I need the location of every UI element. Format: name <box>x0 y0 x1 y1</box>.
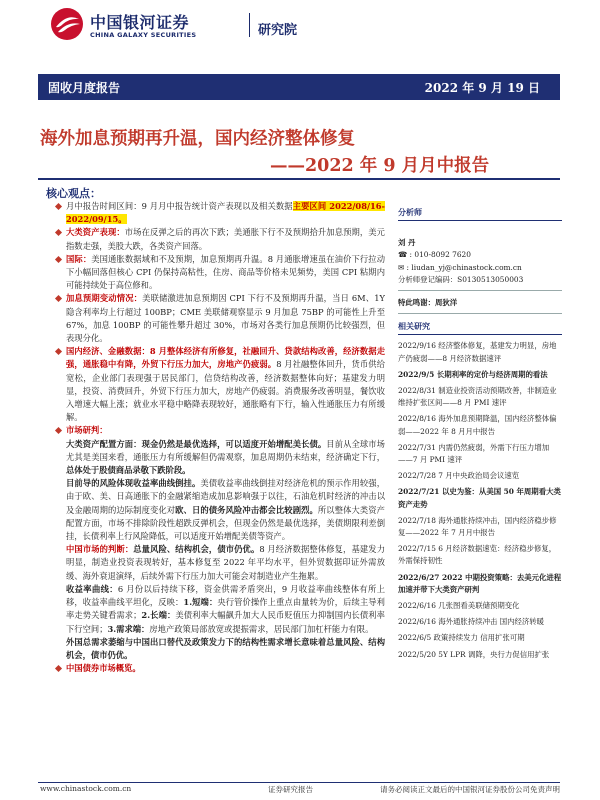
bullet-marker <box>55 427 62 434</box>
core-views-heading: 核心观点： <box>46 187 101 200</box>
china-summary: 总量风险、结构机会，债市仍优。 <box>133 544 260 555</box>
logo-en-text: CHINA GALAXY SECURITIES <box>90 31 197 39</box>
bullet-period <box>40 200 385 226</box>
bullet-bond-overview <box>40 662 385 675</box>
yield-text: 6 月份以后持续下移，资金供需矛盾突出，9 月收益率曲线整体有所上移，收益率曲线平坦化，反映： <box>66 583 385 608</box>
bullet-market-outlook <box>40 424 385 437</box>
bullet-marker <box>55 256 62 263</box>
international-text: 美国通胀数据域和不及预期，加息预期再升温。8 月通胀增速虽在油价下行拉动下小幅回落但核心 CPI 仍保持高粘性，住房、商品等价格未见频势，美国 CPI 粘期内可能持续处于高位修和。 <box>66 253 385 291</box>
related-item[interactable]: 2022/6/5 政策持续发力 信用扩张可期 <box>398 633 525 643</box>
analyst-cert: 分析师登记编码：S0130513050003 <box>398 274 524 284</box>
related-item[interactable]: 2022/5/20 5Y LPR 调降，央行力促信用扩张 <box>398 649 550 659</box>
demand-text: 房地产政策局部放宽或提振需求，居民部门加杠杆能力有限。 <box>149 623 374 634</box>
bullet-marker <box>55 665 62 672</box>
bullet-domestic <box>40 345 385 424</box>
allocation-heading: 大类资产配置方面：现金仍然是最优选择，可以适度开始增配美长债。 <box>66 438 327 449</box>
demand-heading: 3.需求端： <box>107 623 150 634</box>
main-content <box>40 200 385 780</box>
bullet-marker <box>55 295 62 302</box>
footer-website[interactable]: www.chinastock.com.cn <box>40 784 132 793</box>
related-research-list <box>398 340 562 660</box>
report-date: 2022 年 9 月 19 日 <box>424 81 540 95</box>
yield-heading: 收益率曲线： <box>66 583 118 594</box>
galaxy-logo-icon <box>50 7 84 41</box>
sidebar-divider <box>398 290 562 291</box>
domestic-heading: 国内经济、金融数据：8 月整体经济有所修复，社融回升、贷款结构改善，经济数据走强，通胀稳中有降，外贸下行压力加大，房地产仍疲弱。 <box>66 346 385 370</box>
related-item[interactable]: 2022/6/16 海外通胀持续冲击 国内经济转暖 <box>398 617 545 627</box>
analyst-phone: ☎ : 010-8092 7620 <box>398 250 471 260</box>
outlook-conclusion <box>40 636 385 662</box>
report-title: 海外加息预期再升温，国内经济整体修复 <box>40 129 355 149</box>
report-category: 固收月度报告 <box>48 81 121 95</box>
related-item[interactable]: 2022/7/21 以史为鉴：从美国 50 年周期看大类资产走势 <box>398 487 561 509</box>
related-item[interactable]: 2022/6/16 几张图看美联储预期变化 <box>398 601 520 611</box>
logo-cn-text: 中国银河证券 <box>90 13 190 32</box>
bullet-international <box>40 253 385 293</box>
short-end-heading: 1.短端： <box>183 597 218 608</box>
related-heading: 相关研究 <box>398 320 562 335</box>
bullet-rate-hike <box>40 292 385 345</box>
period-text: 月中报告时间区间：9 月月中报告统计资产表现以及相关数据 <box>66 201 293 211</box>
related-item[interactable]: 2022/6/27 2022 中期投资策略：去美元化进程加速并带下大类资产研判 <box>398 572 562 594</box>
allocation-text: 目前从全球市场尤其是美国来看，通胀压力有所缓解但仍需观察，加息周期仍未结束，经济确定下行， <box>66 438 385 462</box>
outlook-asset-allocation <box>40 438 385 478</box>
bullet-asset-performance <box>40 226 385 252</box>
rate-hike-text: 美联储激进加息预期因 CPI 下行不及预期再升温，当日 6M、1Y 隐含利率均上行超过 100BP；CME 美联储观察显示 9 月加息 75BP 的可能性上升至 67%，加息 100BP 的可能性攀升超过 30%，市场对各类行加息预期仍比较强烈，但表现分化。 <box>66 293 385 344</box>
analyst-name: 刘 丹 <box>398 238 416 248</box>
long-end-heading: 2.长端： <box>141 610 176 621</box>
bullet-marker <box>55 203 62 210</box>
china-body: 8 月经济数据整体修复，基建发力明显，制造业投资表现转好，基本修复至 2022 年平均水平，但外贸数据印证外需放缓、海外衰退演绎，后续外需下行压力加大可能会对制造业产生拖累。 <box>66 544 385 581</box>
bond-overview-heading: 中国债券市场概览。 <box>66 663 141 674</box>
allocation-tail: 总体处于股债商品录敬下跌阶段。 <box>66 465 191 476</box>
long-end-text: 美债利率大幅飙升加大人民币贬值压力抑制国内长债利率下行空间； <box>66 610 385 634</box>
international-heading: 国际： <box>66 253 92 264</box>
conclusion-text: 外国总需求萎缩与中国出口替代及政策发力下的结构性需求增长意味着总量风险、结构机会，债市仍优。 <box>66 636 385 660</box>
related-item[interactable]: 2022/9/16 经济整体修复，基建发力明显，房地产仍疲弱——8 月经济数据速评 <box>398 341 557 363</box>
rate-hike-heading: 加息预期变动情况： <box>66 293 143 304</box>
period-highlight: 主要区间 2022/08/16-2022/09/15。 <box>66 201 385 225</box>
outlook-yield-curve <box>40 583 385 636</box>
related-item[interactable]: 2022/8/16 海外加息预期降温，国内经济整体偏弱——2022 年 8 月月中报告 <box>398 414 557 436</box>
risk-text-2: 所以整体大类资产配置方面，市场不排除阶段性超跌反弹机会，但现金仍然是最优选择，美债期限利差倒挂，长债利率上行风险降低，可以适度开始增配美债等资产。 <box>66 504 385 542</box>
related-item[interactable]: 2022/7/28 7 月中央政治局会议速览 <box>398 471 520 481</box>
short-end-text: 央行管价操作上重点由量转为价，后续主导利率走势关键看需求； <box>66 597 385 621</box>
related-item[interactable]: 2022/7/18 海外通胀持续冲击，国内经济稳步修复——2022 年 7 月月中报告 <box>398 515 557 538</box>
risk-tail: 欧、日的债务风险冲击都会比较剧烈。 <box>175 504 318 515</box>
domestic-text: 8 月社融整体回升，货币供给宽松，企业部门表现强于居民部门，信贷结构改善，经济数据整体向好；基建发力明显，投资、消费回升，外贸下行压力加大，房地产仍疲弱。消费服务改善明显，餐饮收入增速大幅上涨；就业水平稳中略降表现较好，通胀略有下行，输入性通胀压力有所缓解。 <box>66 359 385 423</box>
report-subtitle: ——2022 年 9 月月中报告 <box>270 156 490 176</box>
related-item[interactable]: 2022/9/5 长期利率的定价与经济周期的看法 <box>398 369 548 379</box>
related-item[interactable]: 2022/7/31 内需仍然疲弱，外需下行压力增加——7 月 PMI 速评 <box>398 442 550 465</box>
asset-text: 市场在反弹之后的再次下跌；美通胀下行不及预期拾升加息预期，美元指数走强，美股大跌，各类资产回落。 <box>66 227 385 251</box>
risk-text: 美债收益率曲线倒挂对经济危机的预示作用较强，由于欧、美、日高通胀下的金融紧缩造成加息影响强于以往，石油危机时经济的冲击以及金融周期的边际制度变化对 <box>66 478 385 515</box>
outlook-heading: 市场研判： <box>66 425 108 436</box>
logo-divider <box>249 13 250 37</box>
footer-doc-type: 证券研究报告 <box>268 785 313 794</box>
title-divider <box>38 178 560 180</box>
sidebar-divider <box>398 313 562 314</box>
report-banner <box>38 74 560 100</box>
related-item[interactable]: 2022/8/31 制造业投资活动预期改善，非制造业维持扩张区间——8 月 PMI 速评 <box>398 386 557 408</box>
footer-disclaimer: 请务必阅读正文最后的中国银河证券股份公司免责声明 <box>380 785 560 794</box>
analyst-heading: 分析师 <box>398 206 562 221</box>
institute-label: 研究院 <box>258 23 298 38</box>
china-heading: 中国市场的判断： <box>66 544 134 555</box>
footer-divider <box>38 782 560 783</box>
sidebar <box>398 200 562 780</box>
asset-heading: 大类资产表现： <box>66 227 125 238</box>
analyst-email[interactable]: ✉ : liudan_yj@chinastock.com.cn <box>398 262 522 272</box>
outlook-china <box>40 543 385 583</box>
bullet-marker <box>55 348 62 355</box>
related-item[interactable]: 2022/7/15 6 月经济数据速览：经济稳步修复，外需保持韧性 <box>398 544 557 566</box>
bullet-marker <box>55 229 62 236</box>
outlook-risk <box>40 477 385 543</box>
acknowledgement: 特此鸣谢：周狄洋 <box>398 298 458 308</box>
company-logo <box>50 7 298 43</box>
risk-heading: 目前导的风险体现收益率曲线倒挂。 <box>66 478 201 489</box>
